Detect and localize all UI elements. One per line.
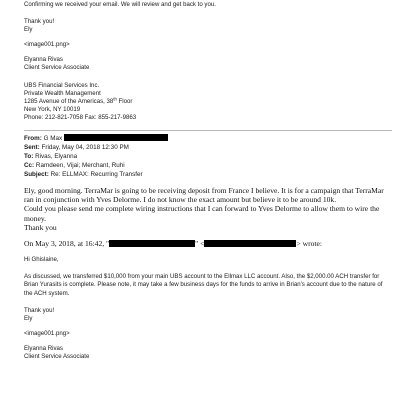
subject-value: Re: ELLMAX: Recurring Transfer [50, 171, 143, 179]
redaction-bar [204, 240, 296, 247]
address-superscript: th [113, 96, 117, 102]
sent-row [24, 143, 392, 152]
quote-paragraph: As discussed, we transferred $10,000 from your main UBS account to the Ellmax LLC account. Also, the $2,000.00 ACH transfer for Brian Yurasits is complete. Please note, it may take a few business days for the funds to arrive in Brian's account due to the nature of the ACH system. [24, 273, 383, 297]
quote-intro-pre: On May 3, 2018, at 16:42, " [24, 239, 110, 249]
body-paragraph-2: Could you please send me complete wiring instructions that I can forward to Yves Delorme to allow them to wire the money. [24, 204, 380, 223]
from-value: G Max [43, 135, 63, 143]
sent-label: Sent: [24, 144, 40, 152]
quote-image-placeholder: <image001.png> [24, 329, 70, 337]
cc-value: Ramdeen, Vijai; Merchant, Ruhi [35, 162, 125, 170]
quote-signature-name: Elyanna Rivas [24, 344, 63, 352]
redaction-bar [64, 134, 168, 141]
from-label: From: [24, 135, 42, 143]
from-row [24, 134, 392, 143]
subject-row [24, 170, 392, 179]
to-value: Rivas, Elyanna [35, 153, 78, 161]
top-thanks: Thank you! [24, 18, 55, 26]
company-address-line2: New York, NY 10019 [24, 105, 81, 113]
address-floor: Floor [116, 97, 133, 105]
top-signature-name: Elyanna Rivas [24, 56, 63, 64]
sent-value: Friday, May 04, 2018 12:30 PM [41, 144, 129, 152]
address-main: 1285 Avenue of the Americas, 38 [24, 97, 114, 105]
quote-signature-title: Client Service Associate [24, 353, 90, 360]
company-dept: Private Wealth Management [24, 89, 101, 97]
cc-label: Cc: [24, 162, 35, 170]
body-paragraph-1: Ely, good morning. TerraMar is going to be receiving deposit from France I believe. It is for a campaign that TerraMar ran in conjunction with Yves Delorme. I do not know the exact amount but believe it to be around 10k. [24, 186, 384, 205]
top-confirm-line: Confirming we received your email. We will review and get back to you. [24, 1, 216, 8]
quote-thanks: Thank you! [24, 306, 55, 314]
top-name-short: Ely [24, 26, 33, 34]
subject-label: Subject: [24, 171, 49, 179]
quote-intro-post: > wrote: [296, 239, 323, 249]
redaction-bar [109, 240, 195, 247]
to-row [24, 152, 392, 161]
company-name: UBS Financial Services Inc. [24, 81, 100, 89]
to-label: To: [24, 153, 34, 161]
body-thank-you: Thank you [24, 222, 57, 232]
company-phone: Phone: 212-821-7058 Fax: 855-217-9863 [24, 113, 137, 121]
top-image-placeholder: <image001.png> [24, 41, 70, 49]
quote-greeting: Hi Ghislaine, [24, 256, 59, 264]
quote-name-short: Ely [24, 314, 33, 322]
company-address-line1 [24, 98, 392, 106]
cc-row [24, 161, 392, 170]
top-signature-title: Client Service Associate [24, 64, 90, 72]
quote-intro-mid: " < [195, 239, 205, 249]
quote-intro [24, 239, 392, 248]
header-divider [24, 130, 392, 131]
